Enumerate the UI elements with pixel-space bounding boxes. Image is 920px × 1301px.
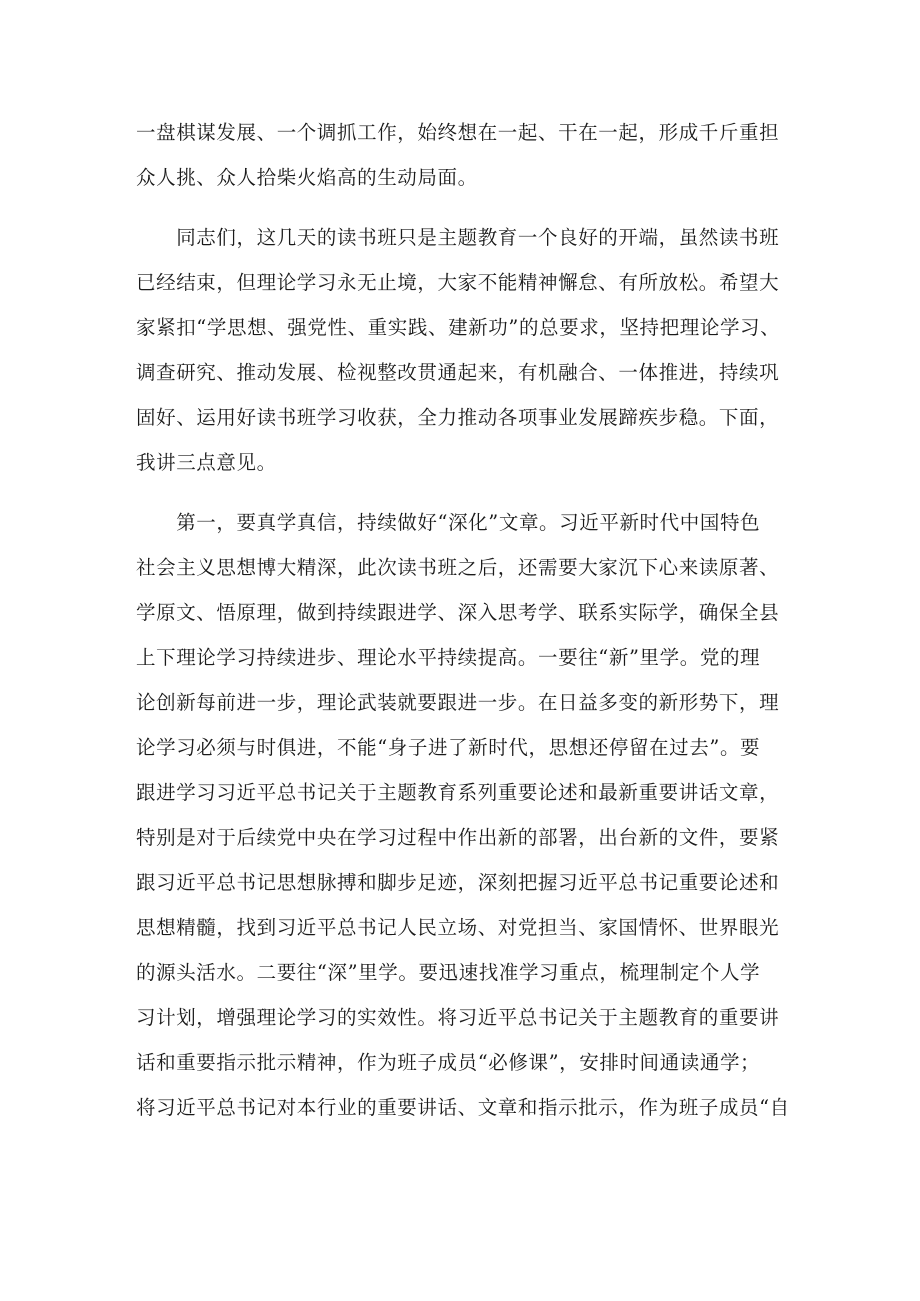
text-line: 我讲三点意见。	[136, 451, 277, 474]
text-line: 学原文、悟原理，做到持续跟进学、深入思考学、联系实际学，确保全县	[136, 601, 780, 624]
text-line: 已经结束，但理论学习永无止境，大家不能精神懈怠、有所放松。希望大	[136, 271, 780, 294]
text-line: 跟习近平总书记思想脉搏和脚步足迹，深刻把握习近平总书记重要论述和	[136, 871, 780, 894]
text-line: 的源头活水。二要往“深”里学。要迅速找准学习重点，梳理制定个人学	[136, 961, 761, 984]
text-line: 将习近平总书记对本行业的重要讲话、文章和指示批示，作为班子成员“自	[136, 1096, 790, 1119]
text-line: 跟进学习习近平总书记关于主题教育系列重要论述和最新重要讲话文章，	[136, 781, 780, 804]
text-line: 同志们，这几天的读书班只是主题教育一个良好的开端，虽然读书班	[136, 226, 780, 249]
text-line: 特别是对于后续党中央在学习过程中作出新的部署，出台新的文件，要紧	[136, 826, 780, 849]
text-line: 调查研究、推动发展、检视整改贯通起来，有机融合、一体推进，持续巩	[136, 361, 780, 384]
text-line: 第一，要真学真信，持续做好“深化”文章。习近平新时代中国特色	[136, 511, 761, 534]
text-line: 固好、运用好读书班学习收获，全力推动各项事业发展蹄疾步稳。下面，	[136, 406, 780, 429]
text-line: 众人挑、众人拾柴火焰高的生动局面。	[136, 166, 478, 189]
text-line: 论学习必须与时俱进，不能“身子进了新时代，思想还停留在过去”。要	[136, 736, 761, 759]
text-line: 话和重要指示批示精神，作为班子成员“必修课”，安排时间通读通学；	[136, 1051, 761, 1074]
text-line: 论创新每前进一步，理论武装就要跟进一步。在日益多变的新形势下，理	[136, 691, 780, 714]
text-line: 习计划，增强理论学习的实效性。将习近平总书记关于主题教育的重要讲	[136, 1006, 780, 1029]
text-line: 一盘棋谋发展、一个调抓工作，始终想在一起、干在一起，形成千斤重担	[136, 121, 780, 144]
text-line: 家紧扣“学思想、强党性、重实践、建新功”的总要求，坚持把理论学习、	[136, 316, 781, 339]
text-line: 思想精髓，找到习近平总书记人民立场、对党担当、家国情怀、世界眼光	[136, 916, 780, 939]
text-line: 上下理论学习持续进步、理论水平持续提高。一要往“新”里学。党的理	[136, 646, 761, 669]
text-line: 社会主义思想博大精深，此次读书班之后，还需要大家沉下心来读原著、	[136, 556, 780, 579]
